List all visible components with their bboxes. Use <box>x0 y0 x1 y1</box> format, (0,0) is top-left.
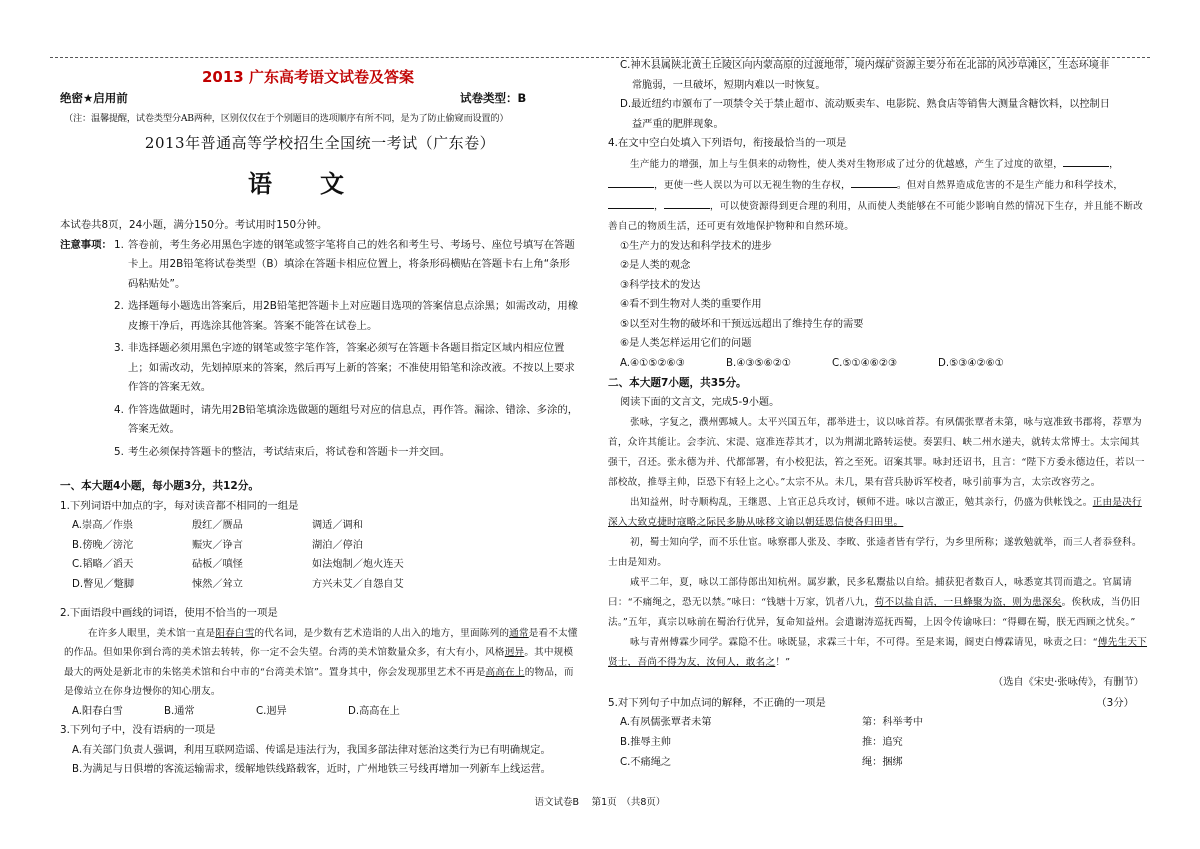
notice-list <box>114 236 580 466</box>
reading-paragraph: 张咏，字复之，濮州鄄城人。太平兴国五年，郡举进士，议以咏首荐。有夙儒张覃者未第，咏与寇准致书郡将，荐覃为首，众许其能让。会李沆、宋湜、寇准连荐其才，以为荆湖北路转运使。奏罢归、峡二州水递夫，就转太常博士。太宗闻其强干，召还。张永德为并、代都部署，有小校犯法，笞之至死。诏案其罪。咏封还诏书，且言：“陛下方委永德边任，若以一部校故，推辱主帅，臣恐下有轻上之心。”太宗不从。未几，果有营兵胁诉军校者，咏引前事为言，太宗改容劳之。 <box>608 416 1145 488</box>
blank-line <box>608 196 654 209</box>
q3-option-b: B.为满足与日俱增的客流运输需求，缓解地铁线路载客，近时，广州地铁三号线再增加一列新车上线运营。 <box>72 764 551 775</box>
reading-intro: 阅读下面的文言文，完成5-9小题。 <box>620 397 780 408</box>
q2-passage: 在许多人眼里，美术馆一直是阳春白雪的代名词，是少数有艺术造诣的人出入的地方，里面陈列的通常是看不太懂的作品。但如果你到台湾的美术馆去转转，你一定不会失望。台湾的美术馆数量众多，有大有小，风格迥异。其中规模最大的两处是新北市的朱铭美术馆和台中市的“台湾美术馆”。置身其中，你会发现那里艺术不再是高高在上的物品，而是像站立在你身边慢你的知心朋友。 <box>64 627 578 697</box>
page-footer: 语文试卷B 第1页 （共8页） <box>534 797 666 808</box>
notice-block <box>60 236 580 466</box>
q5-option-row: C.不痛绳之 绳：捆绑 <box>620 756 903 768</box>
document-title: 2013 广东高考语文试卷及答案 <box>202 68 414 86</box>
q2-underline-3: 迥异 <box>504 647 525 658</box>
q5-stem-row: 5.对下列句子中加点词的解释，不正确的一项是 （3分） <box>608 693 1148 713</box>
q3-option-d: D.最近纽约市颁布了一项禁令关于禁止超市、流动贩卖车、电影院、熟食店等销售大测量含糖饮料，以控制日 益严重的肥胖现象。 <box>620 99 1110 130</box>
q2-underline-4: 高高在上 <box>485 666 525 678</box>
exam-name: 2013年普通高等学校招生全国统一考试（广东卷） <box>144 134 496 152</box>
reading-underline: 傅先生天下贤士，吾尚不得为友，汝何人，敢名之 <box>608 636 1148 668</box>
q4-options: A.④①⑤②⑥③ B.④③⑤⑥②① C.⑤①④⑥②③ D.⑤③④②⑥① <box>620 357 1004 369</box>
left-column <box>60 60 580 780</box>
paper-note: （注：温馨提醒，试卷类型分AB两种，区别仅仅在于个别题目的选项顺序有所不同，是为了防止偷窥而设置的） <box>64 113 509 124</box>
q4-stem: 4.在文中空白处填入下列语句，衔接最恰当的一项是 <box>608 137 847 149</box>
reading-underline: 苟不以盐自活，一旦蜂聚为盗，则为患深矣 <box>874 596 1062 608</box>
q1-stem: 1.下列词语中加点的字，每对读音都不相同的一组是 <box>60 499 299 512</box>
q4-sentence: ⑥是人类怎样运用它们的问题 <box>620 338 752 349</box>
q5-option-row: A.有夙儒张覃者未第 第：科举考中 <box>620 716 924 728</box>
section-2-heading: 二、本大题7小题，共35分。 <box>608 376 747 389</box>
paper-type-label: 试卷类型：B <box>460 91 527 105</box>
blank-line <box>608 175 654 188</box>
q4-sentence: ⑤以至对生物的破坏和干预远远超出了维持生存的需要 <box>620 318 864 330</box>
q4-sentence: ②是人类的观念 <box>620 260 691 271</box>
subject-title: 语文 <box>248 170 392 198</box>
q2-underline-2: 通常 <box>509 627 529 639</box>
q1-option-row: B.傍晚／滂沱 赈灾／诤言 湖泊／停泊 <box>72 539 363 551</box>
q4-sentence: ①生产力的发达和科学技术的进步 <box>620 240 772 252</box>
reading-underline: 正由是决行深入大致克捷时寇略之际民多胁从咏移文谕以朝廷恩信使各归田里。 <box>608 496 1142 528</box>
q4-sentence: ③科学技术的发达 <box>620 279 701 291</box>
q1-option-row: A.崇高／作祟 殷红／赝品 调适／调和 <box>72 520 363 531</box>
reading-paragraph: 咸平二年，夏，咏以工部侍郎出知杭州。属岁歉，民多私鬻盐以自给。捕获犯者数百人，咏悉宽其罚而遣之。官属请曰：“不痛绳之，恐无以禁。”咏曰：“钱塘十万家，饥者八九，苟不以盐自活，一旦蜂聚为盗，则为患深矣。俟秋成，当仍旧法。”五年，真宗以咏前在蜀治行优异，复命知益州。会遣谢涛巡抚西蜀，上因令传谕咏曰：“得卿在蜀，朕无西顾之忧矣。” <box>608 576 1141 628</box>
q2-options: A.阳春白雪 B.通常 C.迥异 D.高高在上 <box>72 705 400 717</box>
header-row <box>60 90 580 110</box>
reading-paragraph: 咏与青州傅霖少同学。霖隐不仕。咏既显，求霖三十年，不可得。至是来谒，阍吏白傅霖请见，咏责之曰：“傅先生天下贤士，吾尚不得为友，汝何人，敢名之！” <box>608 636 1148 668</box>
reading-source: （选自《宋史·张咏传》，有删节） <box>993 676 1144 688</box>
blank-line <box>1063 154 1109 167</box>
notice-item: 1. 答卷前，考生务必用黑色字迹的钢笔或签字笔将自己的姓名和考生号、考场号、座位号填写在答题卡上。用2B铅笔将试卷类型（B）填涂在答题卡相应位置上，将条形码横贴在答题卡右上角“条形码粘贴处”。 <box>114 238 575 290</box>
notice-item: 4. 作答选做题时，请先用2B铅笔填涂选做题的题组号对应的信息点，再作答。漏涂、错涂、多涂的，答案无效。 <box>114 403 579 435</box>
blank-line <box>664 196 710 209</box>
reading-paragraph: 出知益州，时寺顺构乱，王继恩、上官正总兵攻讨，顿师不进。咏以言激正，勉其亲行，仍盛为供帐饯之。正由是决行深入大致克捷时寇略之际民多胁从咏移文谕以朝廷恩信使各归田里。 <box>608 496 1142 528</box>
q5-option-row: B.推辱主帅 推：追究 <box>620 736 903 748</box>
q3-stem: 3.下列句子中，没有语病的一项是 <box>60 724 216 736</box>
notice-item: 5. 考生必须保持答题卡的整洁，考试结束后，将试卷和答题卡一并交回。 <box>114 445 451 458</box>
blank-line <box>851 175 897 188</box>
right-column <box>608 56 1148 773</box>
secret-label: 绝密★启用前 <box>60 91 128 105</box>
section-1-heading: 一、本大题4小题，每小题3分，共12分。 <box>60 480 259 492</box>
notice-heading: 注意事项： <box>60 238 112 251</box>
q2-underline-1: 阳春白雪 <box>215 627 255 639</box>
q2-stem: 2.下面语段中画线的词语，使用不恰当的一项是 <box>60 607 278 619</box>
q1-option-row: D.瞥见／蹩脚 悚然／耸立 方兴未艾／自怨自艾 <box>72 578 404 590</box>
q1-option-row: C.韬略／滔天 砧板／嗔怪 如法炮制／炮火连天 <box>72 559 404 570</box>
q4-passage: 生产能力的增强，加上与生俱来的动物性，使人类对生物形成了过分的优越感，产生了过度的欲望， ，，更使一些人误以为可以无视生物的生存权， 。但对自然界造成危害的不是生产能力和科学技术，， ，可以使资源得到更合理的利用，从而使人类能够在不可能少影响自然的情况下生存，并且能不断改善自己的物质生活，还可更有效地保护物种和自然环境。 <box>608 154 1148 237</box>
reading-paragraph: 初，蜀士知向学，而不乐仕宦。咏察郡人张及、李畋、张逵者皆有学行，为乡里所称；遂敦勉就举，而三人者忝登科。士由是知劝。 <box>608 536 1142 568</box>
q5-score: （3分） <box>1096 696 1134 709</box>
q3-option-a: A.有关部门负责人强调，利用互联网造谣、传谣是违法行为，我国多部法律对惩治这类行为已有明确规定。 <box>72 744 551 756</box>
intro-line: 本试卷共8页，24小题，满分150分。考试用时150分钟。 <box>60 219 328 231</box>
notice-item: 3. 非选择题必须用黑色字迹的钢笔或签字笔作答，答案必须写在答题卡各题目指定区域内相应位置上；如需改动，先划掉原来的答案，然后再写上新的答案；不准使用铅笔和涂改液。不按以上要求作答的答案无效。 <box>114 342 575 393</box>
notice-item: 2. 选择题每小题选出答案后，用2B铅笔把答题卡上对应题目选项的答案信息点涂黑；如需改动，用橡皮擦干净后，再选涂其他答案。答案不能答在试卷上。 <box>114 300 579 332</box>
q4-sentence: ④看不到生物对人类的重要作用 <box>620 299 762 310</box>
q3-option-c: C.神木县属陕北黄土丘陵区向内蒙高原的过渡地带，境内煤矿资源主要分布在北部的风沙草滩区，生态环境非 常脆弱，一旦破坏，短期内难以一时恢复。 <box>620 60 1110 91</box>
